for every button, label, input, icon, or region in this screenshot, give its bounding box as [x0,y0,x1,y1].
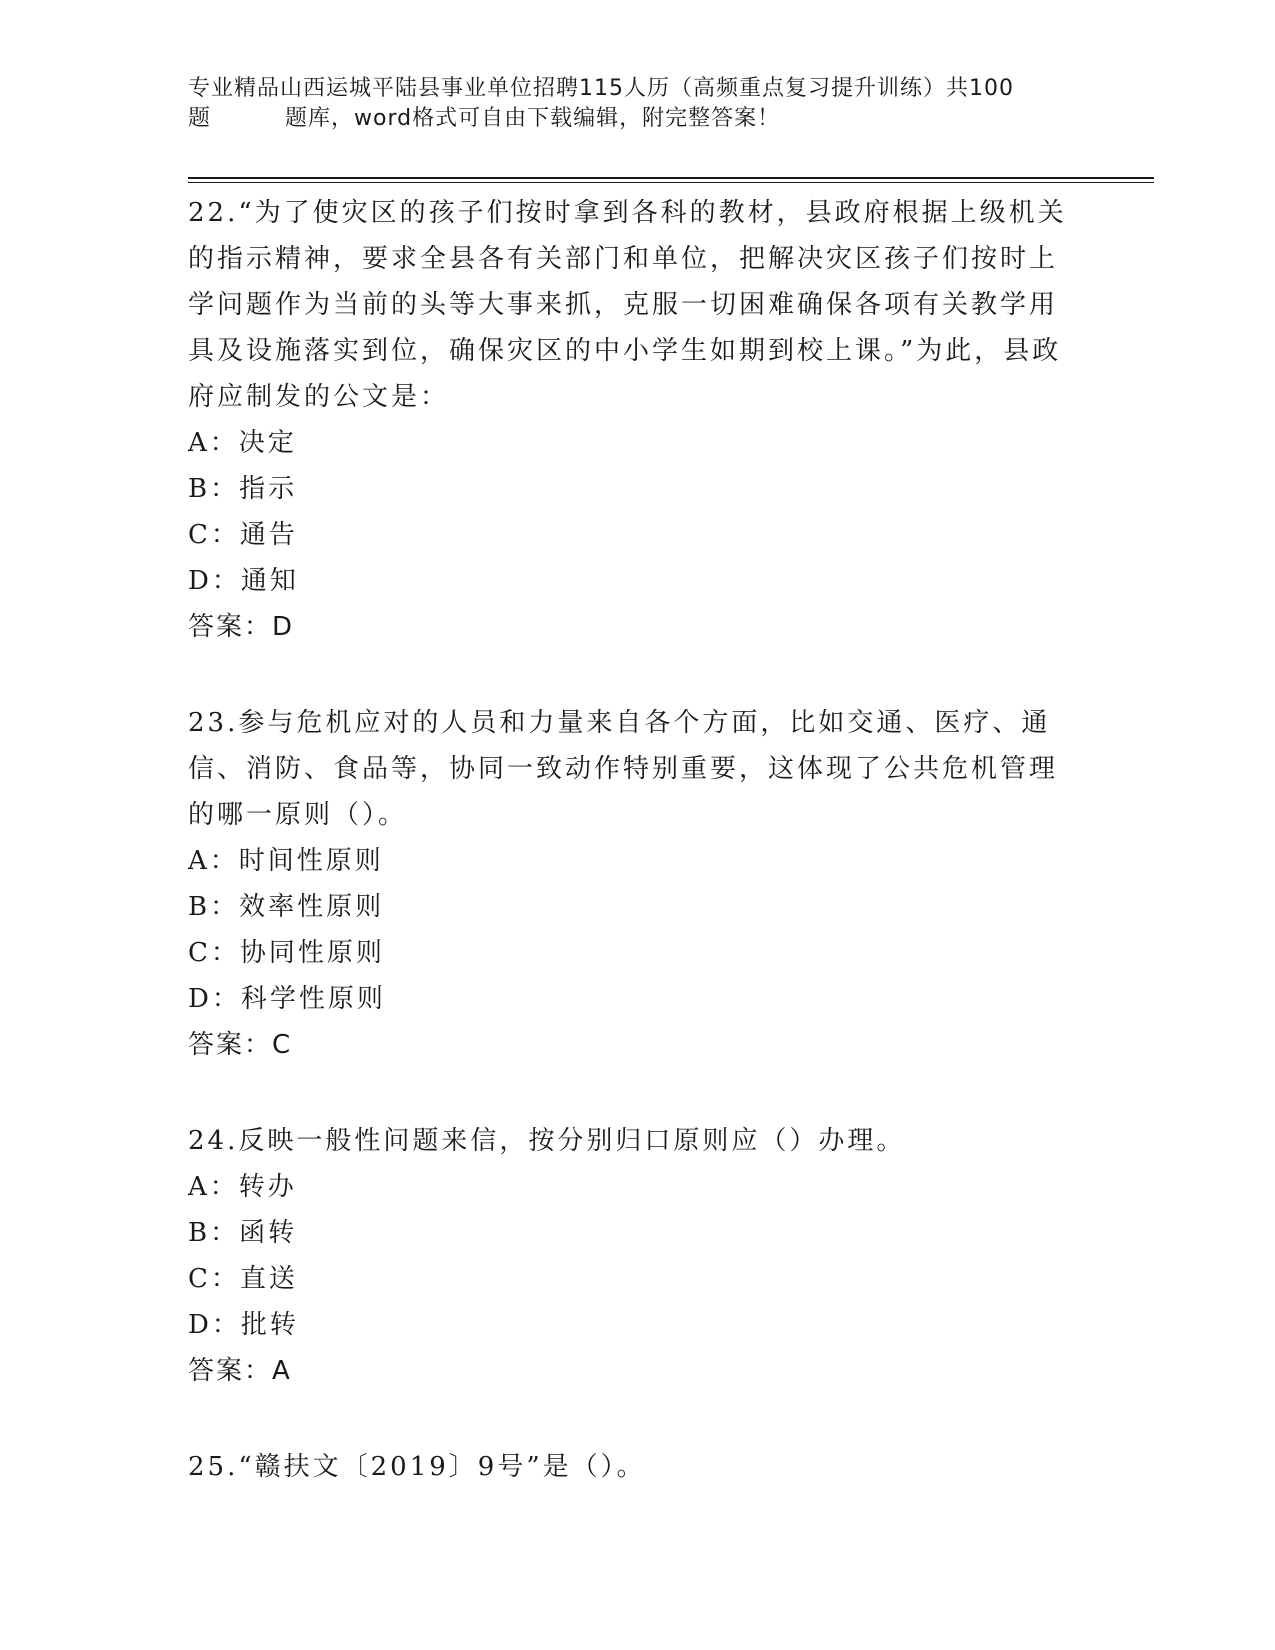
option-c: C：直送 [188,1264,298,1294]
question-stem: 25.“赣扶文〔2019〕9号”是（）。 [188,1452,646,1482]
document-header [188,74,1088,134]
answer-line: 答案：A [188,1356,292,1386]
header-title-line2-prefix: 题 [188,106,212,131]
option-b: B：函转 [188,1218,298,1248]
option-a: A：时间性原则 [188,846,384,876]
header-title-line1: 专业精品山西运城平陆县事业单位招聘115人历（高频重点复习提升训练）共100 [188,76,1014,101]
question-stem: 22.“为了使灾区的孩子们按时拿到各科的教材，县政府根据上级机关的指示精神，要求全县各有关部门和单位，把解决灾区孩子们按时上学问题作为当前的头等大事来抓，克服一切困难确保各项有关教学用具及设施落实到位，确保灾区的中小学生如期到校上课。”为此，县政府应制发的公文是： [188,198,1067,412]
option-b: B：效率性原则 [188,892,385,922]
option-b: B：指示 [188,474,298,504]
question-24 [188,1118,1088,1394]
option-a: A：转办 [188,1172,297,1202]
option-c: C：通告 [188,520,298,550]
answer-line: 答案：C [188,1030,293,1060]
option-d: D：科学性原则 [188,984,386,1014]
option-d: D：批转 [188,1310,299,1340]
header-divider-thick [188,177,1154,179]
option-d: D：通知 [188,566,299,596]
header-title-line2-text: 题库，word格式可自由下载编辑，附完整答案！ [285,106,781,131]
answer-line: 答案：D [188,612,295,642]
question-23 [188,700,1088,1068]
question-stem: 23.参与危机应对的人员和力量来自各个方面，比如交通、医疗、通信、消防、食品等，协同一致动作特别重要，这体现了公共危机管理的哪一原则（）。 [188,708,1059,830]
question-25 [188,1444,1088,1490]
question-22 [188,190,1088,650]
option-c: C：协同性原则 [188,938,385,968]
question-stem: 24.反映一般性问题来信，按分别归口原则应（）办理。 [188,1126,906,1156]
question-list [188,190,1088,1540]
option-a: A：决定 [188,428,297,458]
header-title-line2 [188,104,1088,134]
header-divider-thin [188,182,1154,183]
